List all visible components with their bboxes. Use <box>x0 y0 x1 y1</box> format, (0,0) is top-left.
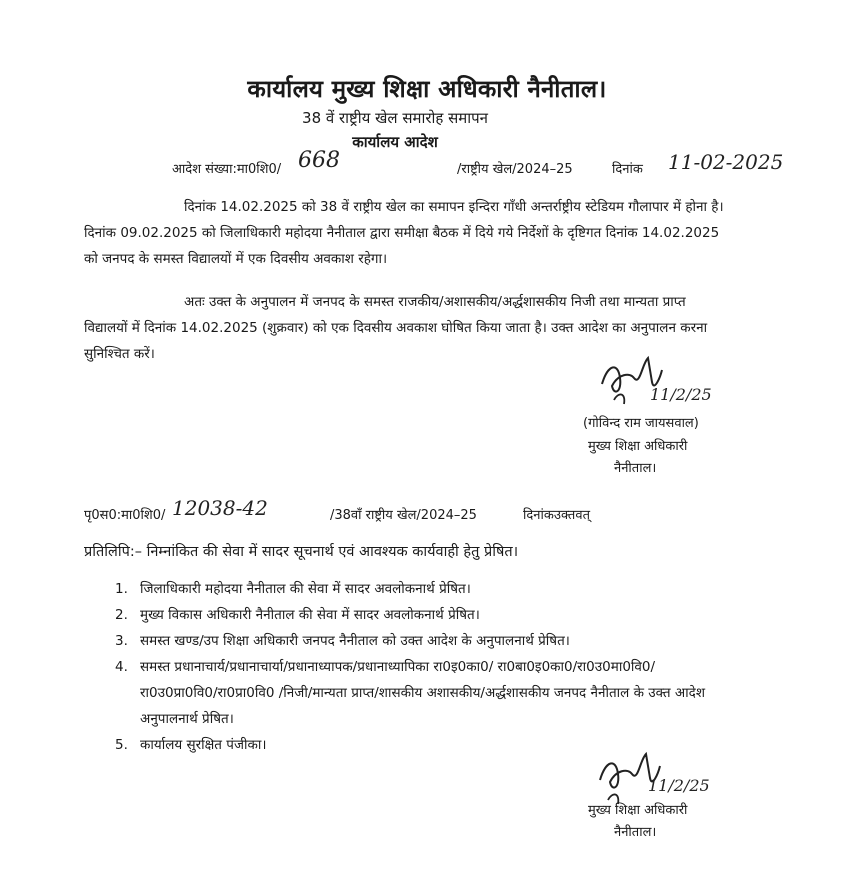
order-ref-middle: /राष्ट्रीय खेल/2024–25 <box>457 162 573 177</box>
signature-1-date: 11/2/25 <box>650 385 712 404</box>
order-date: 11-02-2025 <box>668 150 784 174</box>
subtitle: 38 वें राष्ट्रीय खेल समारोह समापन <box>302 109 488 127</box>
list-item <box>115 576 730 602</box>
list-item-number: 3. <box>115 633 128 649</box>
order-number: 668 <box>298 148 340 173</box>
copy-ref-prefix: पृ0स0:मा0शि0/ <box>84 508 166 523</box>
list-item <box>115 628 730 654</box>
paragraph-1: दिनांक 14.02.2025 को 38 वें राष्ट्रीय खेल का समापन इन्दिरा गाँधी अन्तर्राष्ट्रीय स्टेडियम गौलापार में होना है। दिनांक 09.02.2025 को जिलाधिकारी महोदया नैनीताल द्वारा समीक्षा बैठक में दिये गये निर्देशों के दृष्टिगत दिनांक 14.02.2025 को जनपद के समस्त विद्यालयों में एक दिवसीय अवकाश रहेगा। <box>84 199 724 267</box>
order-heading: कार्यालय आदेश <box>352 133 438 151</box>
paragraph-2: अतः उक्त के अनुपालन में जनपद के समस्त राजकीय/अशासकीय/अर्द्धशासकीय निजी तथा मान्यता प्राप्त विद्यालयों में दिनांक 14.02.2025 (शुक्रवार) को एक दिवसीय अवकाश घोषित किया जाता है। उक्त आदेश का अनुपालन करना सुनिश्चित करें। <box>84 294 708 362</box>
signatory-name: (गोविन्द राम जायसवाल) <box>583 416 699 431</box>
list-item <box>115 654 730 732</box>
list-item <box>115 602 730 628</box>
order-ref-prefix: आदेश संख्या:मा0शि0/ <box>172 162 282 177</box>
copy-list <box>115 576 730 758</box>
copy-ref-middle: /38वाँ राष्ट्रीय खेल/2024–25 <box>330 508 477 523</box>
copy-ref-date: दिनांकउक्तवत् <box>523 508 590 523</box>
signatory-designation: मुख्य शिक्षा अधिकारी <box>588 439 688 454</box>
list-item-text: समस्त प्रधानाचार्य/प्रधानाचार्या/प्रधानाध्यापक/प्रधानाध्यापिका रा0इ0का0/ रा0बा0इ0का0/रा0उ0मा0वि0/ रा0उ0प्रा0वि0/रा0प्रा0वि0 /निजी/मान्यता प्राप्त/शासकीय अशासकीय/अर्द्धशासकीय जनपद नैनीताल के उक्त आदेश अनुपालनार्थ प्रेषित। <box>140 659 706 727</box>
signatory-2-place: नैनीताल। <box>614 825 657 840</box>
copy-intro: प्रतिलिपि:– निम्नांकित की सेवा में सादर सूचनार्थ एवं आवश्यक कार्यवाही हेतु प्रेषित। <box>84 544 519 560</box>
list-item-text: कार्यालय सुरक्षित पंजीका। <box>140 737 267 753</box>
page-title: कार्यालय मुख्य शिक्षा अधिकारी नैनीताल। <box>247 75 607 103</box>
list-item-number: 2. <box>115 607 128 623</box>
list-item-text: जिलाधिकारी महोदया नैनीताल की सेवा में सादर अवलोकनार्थ प्रेषित। <box>140 581 471 597</box>
list-item-number: 1. <box>115 581 128 597</box>
list-item-number: 4. <box>115 659 128 675</box>
signatory-2-designation: मुख्य शिक्षा अधिकारी <box>588 803 688 818</box>
list-item-text: समस्त खण्ड/उप शिक्षा अधिकारी जनपद नैनीताल को उक्त आदेश के अनुपालनार्थ प्रेषित। <box>140 633 570 649</box>
list-item-text: मुख्य विकास अधिकारी नैनीताल की सेवा में सादर अवलोकनार्थ प्रेषित। <box>140 607 480 623</box>
signature-2-date: 11/2/25 <box>648 776 710 795</box>
copy-ref-number: 12038-42 <box>172 496 268 520</box>
order-date-label: दिनांक <box>612 162 643 177</box>
signatory-place: नैनीताल। <box>614 461 657 476</box>
list-item-number: 5. <box>115 737 128 753</box>
